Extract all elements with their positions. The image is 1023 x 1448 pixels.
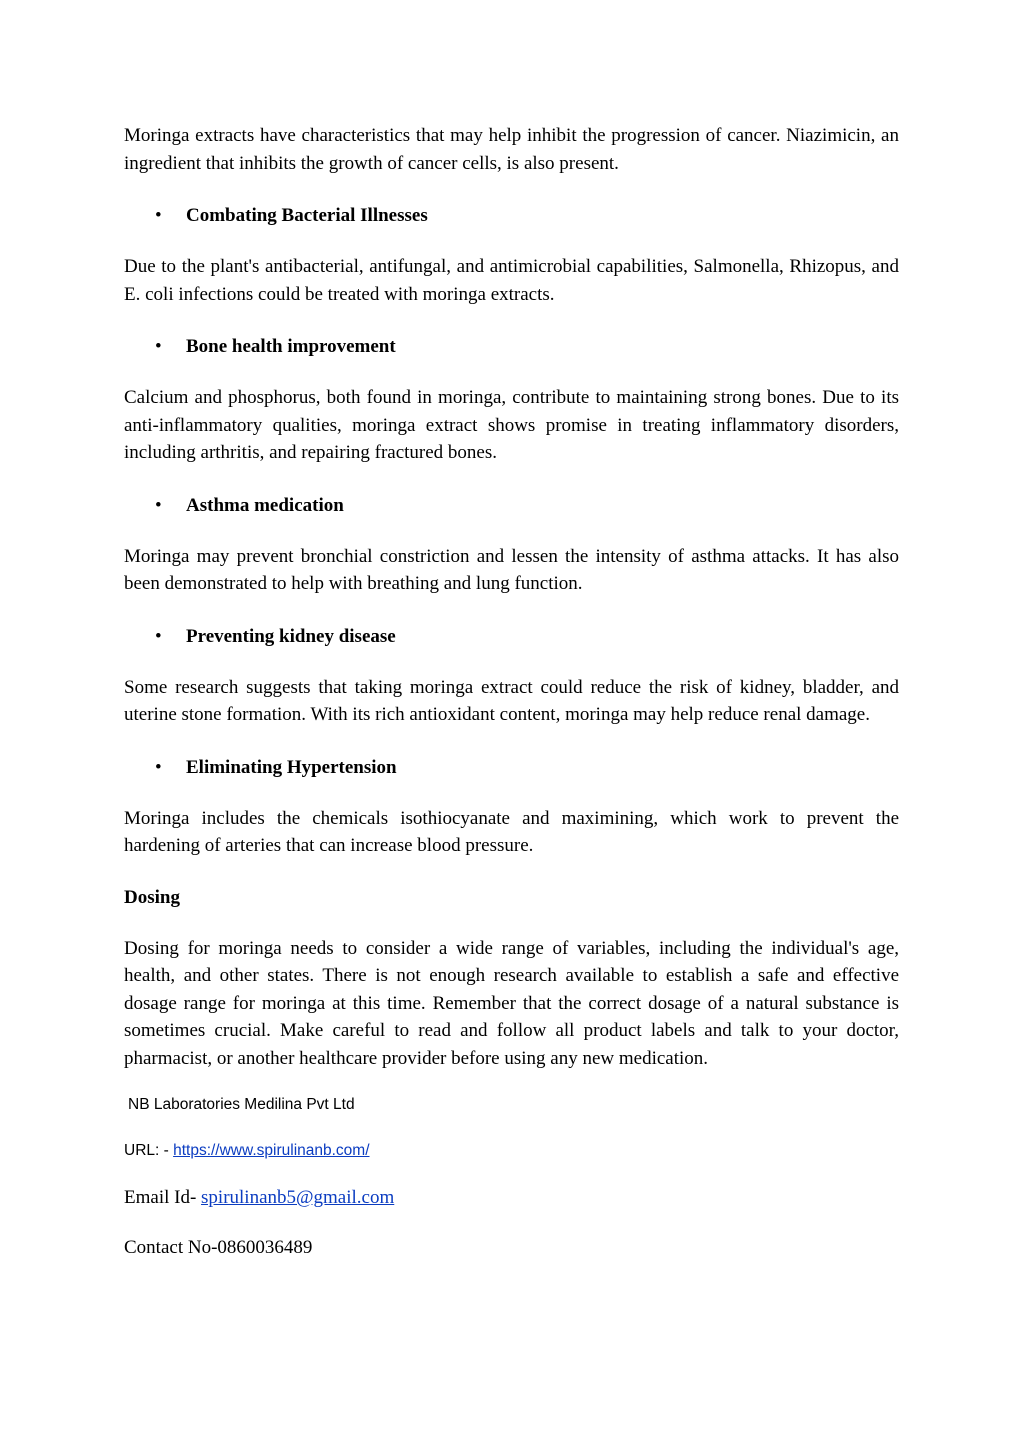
email-link[interactable]: spirulinanb5@gmail.com	[201, 1187, 395, 1208]
website-link[interactable]: https://www.spirulinanb.com/	[173, 1142, 370, 1159]
bullet-icon: •	[155, 205, 162, 226]
url-label: URL: -	[124, 1142, 174, 1159]
section-paragraph-hypertension: Moringa includes the chemicals isothiocyanate and maximining, which work to prevent the hardening of arteries that can increase blood pressure.	[124, 807, 899, 856]
section-heading-asthma	[124, 492, 899, 519]
dosing-paragraph: Dosing for moringa needs to consider a wide range of variables, including the individual's age, health, and other states. There is not enough research available to establish a safe and effective dosage range for moringa at this time. Remember that the correct dosage of a natural substance is sometimes crucial. Make careful to read and follow all product labels and talk to your doctor, pharmacist, or another healthcare provider before using any new medication.	[124, 937, 899, 1069]
section-heading-hypertension	[124, 754, 899, 781]
section-heading-text: Preventing kidney disease	[186, 625, 396, 647]
url-line	[124, 1140, 899, 1162]
email-line	[124, 1184, 899, 1211]
bullet-icon: •	[155, 756, 162, 778]
section-heading-kidney	[124, 623, 899, 650]
document-page	[124, 122, 899, 1261]
section-paragraph-asthma: Moringa may prevent bronchial constriction and lessen the intensity of asthma attacks. It has also been demonstrated to help with breathing and lung function.	[124, 545, 899, 594]
bullet-icon: •	[155, 336, 162, 357]
email-label: Email Id-	[124, 1187, 202, 1208]
section-paragraph-bacterial: Due to the plant's antibacterial, antifungal, and antimicrobial capabilities, Salmonella, Rhizopus, and E. coli infections could be treated with moringa extracts.	[124, 256, 899, 305]
dosing-heading: Dosing	[124, 886, 180, 908]
intro-paragraph: Moringa extracts have characteristics that may help inhibit the progression of cancer. Niazimicin, an ingredient that inhibits the growth of cancer cells, is also present.	[124, 125, 899, 174]
section-paragraph-kidney: Some research suggests that taking moringa extract could reduce the risk of kidney, bladder, and uterine stone formation. With its rich antioxidant content, moringa may help reduce renal damage.	[124, 676, 899, 725]
section-heading-text: Combating Bacterial Illnesses	[186, 205, 428, 226]
section-heading-text: Asthma medication	[186, 494, 344, 516]
section-heading-bacterial	[124, 202, 899, 229]
company-name: NB Laboratories Medilina Pvt Ltd	[128, 1096, 355, 1113]
contact-number: Contact No-0860036489	[124, 1237, 313, 1258]
section-heading-bone	[124, 333, 899, 360]
bullet-icon: •	[155, 625, 162, 647]
section-paragraph-bone: Calcium and phosphorus, both found in moringa, contribute to maintaining strong bones. Due to its anti-inflammatory qualities, moringa extract shows promise in treating inflammatory disorders, including arthritis, and repairing fractured bones.	[124, 387, 899, 463]
section-heading-text: Eliminating Hypertension	[186, 756, 397, 778]
section-heading-text: Bone health improvement	[186, 336, 396, 357]
bullet-icon: •	[155, 494, 162, 516]
